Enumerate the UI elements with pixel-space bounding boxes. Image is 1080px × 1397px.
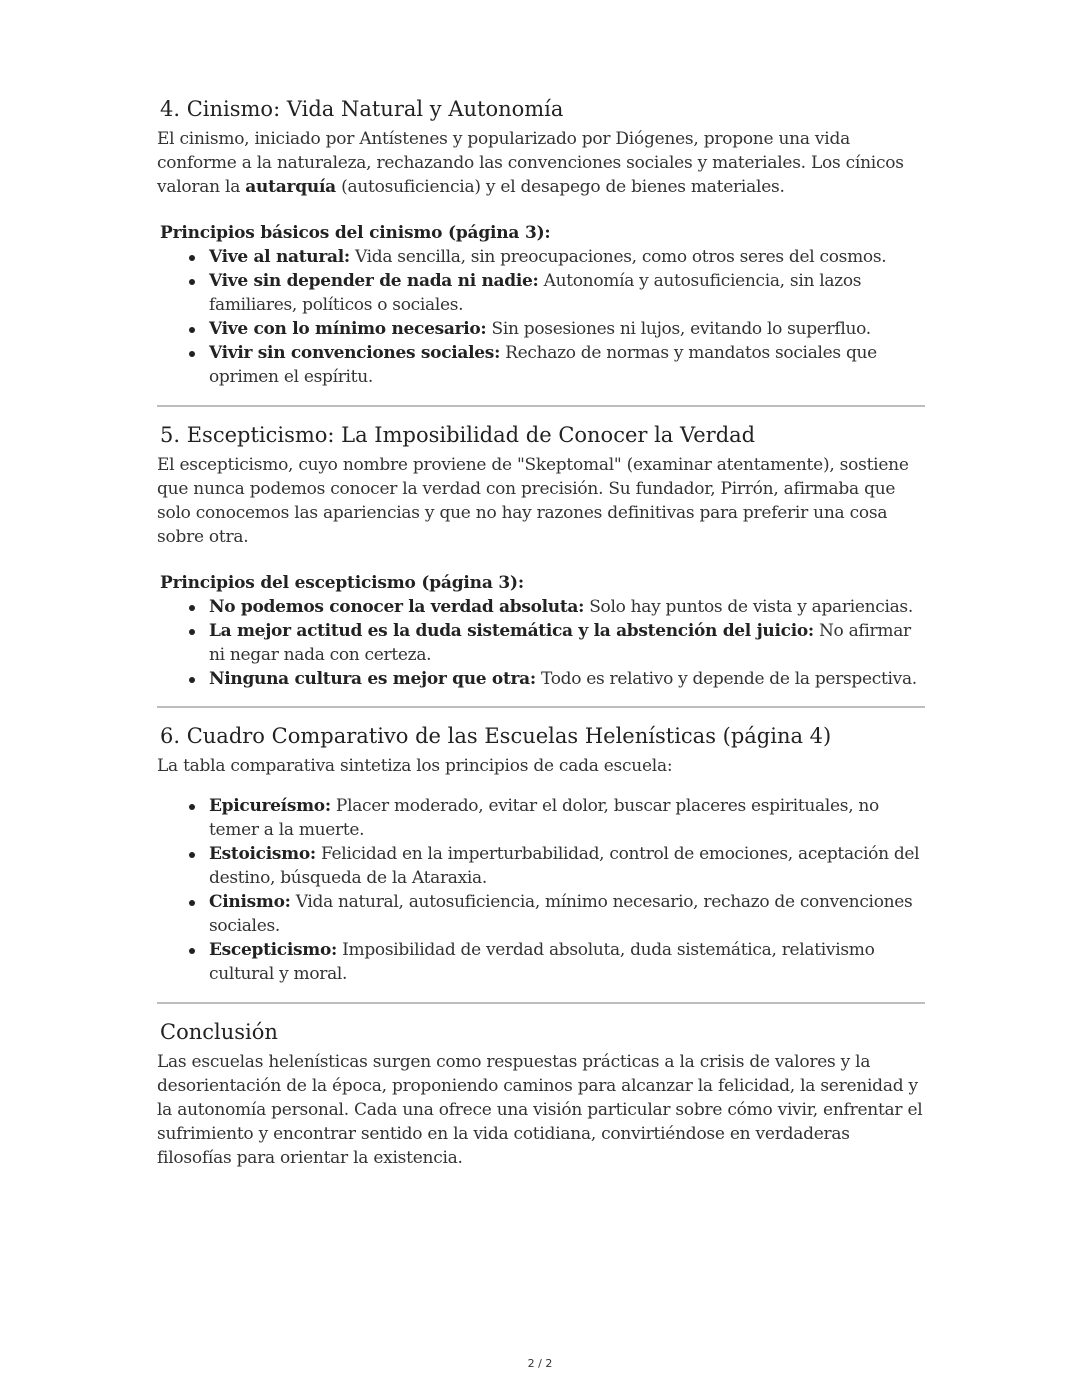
- bullet-list: [157, 595, 925, 691]
- page-number: 2 / 2: [527, 1357, 553, 1370]
- section-title: 5. Escepticismo: La Imposibilidad de Conocer la Verdad: [160, 423, 756, 447]
- section-title: 4. Cinismo: Vida Natural y Autonomía: [160, 97, 564, 121]
- list-item: Epicureísmo: Placer moderado, evitar el dolor, buscar placeres espirituales, no temer a la muerte.: [209, 794, 925, 842]
- divider: [157, 405, 925, 407]
- list-item: Escepticismo: Imposibilidad de verdad absoluta, duda sistemática, relativismo cultural y moral.: [209, 938, 925, 986]
- bold-term: autarquía: [245, 177, 336, 197]
- bullet-list: [157, 794, 925, 986]
- list-item: Vive sin depender de nada ni nadie: Autonomía y autosuficiencia, sin lazos familiares, políticos o sociales.: [209, 269, 925, 317]
- subheading: Principios básicos del cinismo (página 3):: [160, 223, 551, 243]
- section-paragraph: El escepticismo, cuyo nombre proviene de "Skeptomal" (examinar atentamente), sostiene que nunca podemos conocer la verdad con precisión. Su fundador, Pirrón, afirmaba que solo conocemos las apariencias y que no hay razones definitivas para preferir una cosa sobre otra.: [157, 455, 909, 547]
- section-paragraph: Las escuelas helenísticas surgen como respuestas prácticas a la crisis de valores y la desorientación de la época, proponiendo caminos para alcanzar la felicidad, la serenidad y la autonomía personal. Cada una ofrece una visión particular sobre cómo vivir, enfrentar el sufrimiento y encontrar sentido en la vida cotidiana, convirtiéndose en verdaderas filosofías para orientar la existencia.: [157, 1052, 923, 1168]
- section-paragraph: El cinismo, iniciado por Antístenes y popularizado por Diógenes, propone una vida conforme a la naturaleza, rechazando las convenciones sociales y materiales. Los cínicos valoran la autarquía (autosuficiencia) y el desapego de bienes materiales.: [157, 129, 904, 197]
- list-item: No podemos conocer la verdad absoluta: Solo hay puntos de vista y apariencias.: [209, 595, 925, 619]
- list-item: Vive al natural: Vida sencilla, sin preocupaciones, como otros seres del cosmos.: [209, 245, 925, 269]
- list-item: Vive con lo mínimo necesario: Sin posesiones ni lujos, evitando lo superfluo.: [209, 317, 925, 341]
- section-title: Conclusión: [160, 1020, 278, 1044]
- section-cinismo: [157, 95, 925, 389]
- list-item: Ninguna cultura es mejor que otra: Todo es relativo y depende de la perspectiva.: [209, 667, 925, 691]
- bullet-list: [157, 245, 925, 389]
- document-page: [157, 95, 925, 1170]
- section-escepticismo: [157, 421, 925, 691]
- section-title: 6. Cuadro Comparativo de las Escuelas Helenísticas (página 4): [160, 724, 832, 748]
- list-item: Cinismo: Vida natural, autosuficiencia, mínimo necesario, rechazo de convenciones sociales.: [209, 890, 925, 938]
- section-cuadro-comparativo: [157, 722, 925, 986]
- subheading: Principios del escepticismo (página 3):: [160, 573, 524, 593]
- list-item: Estoicismo: Felicidad en la imperturbabilidad, control de emociones, aceptación del destino, búsqueda de la Ataraxia.: [209, 842, 925, 890]
- section-paragraph: La tabla comparativa sintetiza los principios de cada escuela:: [157, 756, 673, 776]
- list-item: Vivir sin convenciones sociales: Rechazo de normas y mandatos sociales que oprimen el espíritu.: [209, 341, 925, 389]
- divider: [157, 1002, 925, 1004]
- list-item: La mejor actitud es la duda sistemática y la abstención del juicio: No afirmar ni negar nada con certeza.: [209, 619, 925, 667]
- divider: [157, 706, 925, 708]
- section-conclusion: [157, 1018, 925, 1170]
